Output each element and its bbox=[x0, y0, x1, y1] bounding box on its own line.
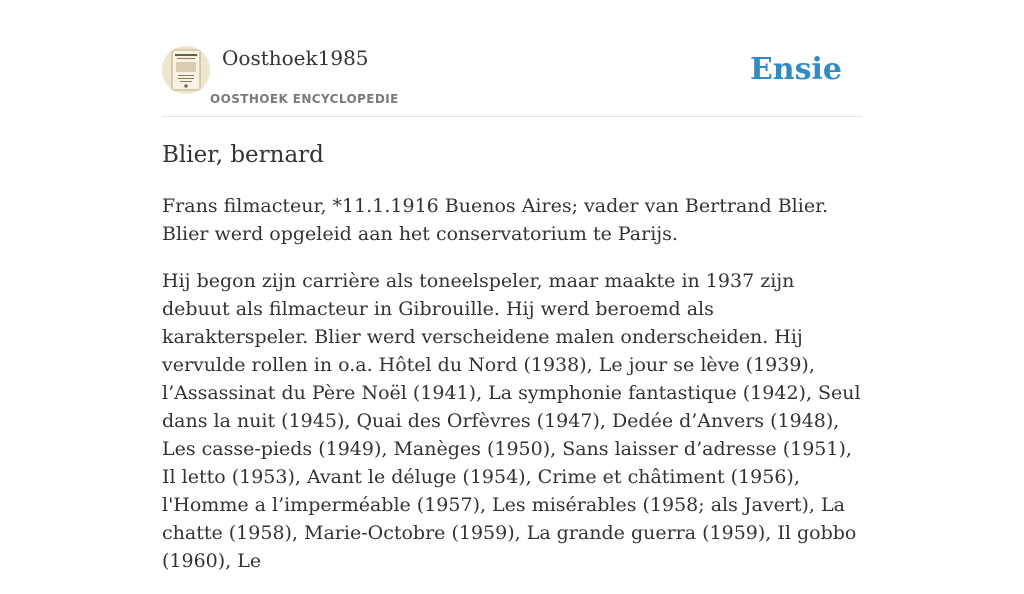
book-cover-icon bbox=[162, 46, 210, 94]
article-body bbox=[162, 192, 862, 594]
header bbox=[162, 0, 862, 117]
avatar[interactable] bbox=[162, 46, 210, 94]
source-label[interactable]: OOSTHOEK ENCYCLOPEDIE bbox=[210, 92, 399, 106]
page-container bbox=[162, 0, 862, 572]
article-title: Blier, bernard bbox=[162, 142, 324, 168]
article-paragraph: Frans filmacteur, *11.1.1916 Buenos Aires; vader van Bertrand Blier. Blier werd opgeleid aan het conservatorium te Parijs. bbox=[162, 195, 829, 245]
article-paragraph: Hij begon zijn carrière als toneelspeler, maar maakte in 1937 zijn debuut als filmacteur in Gibrouille. Hij werd beroemd als karakterspeler. Blier werd verscheidene malen onderscheiden. Hij vervulde rollen in o.a. Hôtel du Nord (1938), Le jour se lève (1939), l’Assassinat du Père Noël (1941), La symphonie fantastique (1942), Seul dans la nuit (1945), Quai des Orfèvres (1947), Dedée d’Anvers (1948), Les casse-pieds (1949), Manèges (1950), Sans laisser d’adresse (1951), Il letto (1953), Avant le déluge (1954), Crime et châtiment (1956), l'Homme a l’imperméable (1957), Les misérables (1958; als Javert), La chatte (1958), Marie-Octobre (1959), La grande guerra (1959), Il gobbo (1960), Le bbox=[162, 270, 861, 572]
brand-logo[interactable]: Ensie bbox=[749, 52, 842, 87]
username-link[interactable]: Oosthoek1985 bbox=[222, 46, 369, 70]
